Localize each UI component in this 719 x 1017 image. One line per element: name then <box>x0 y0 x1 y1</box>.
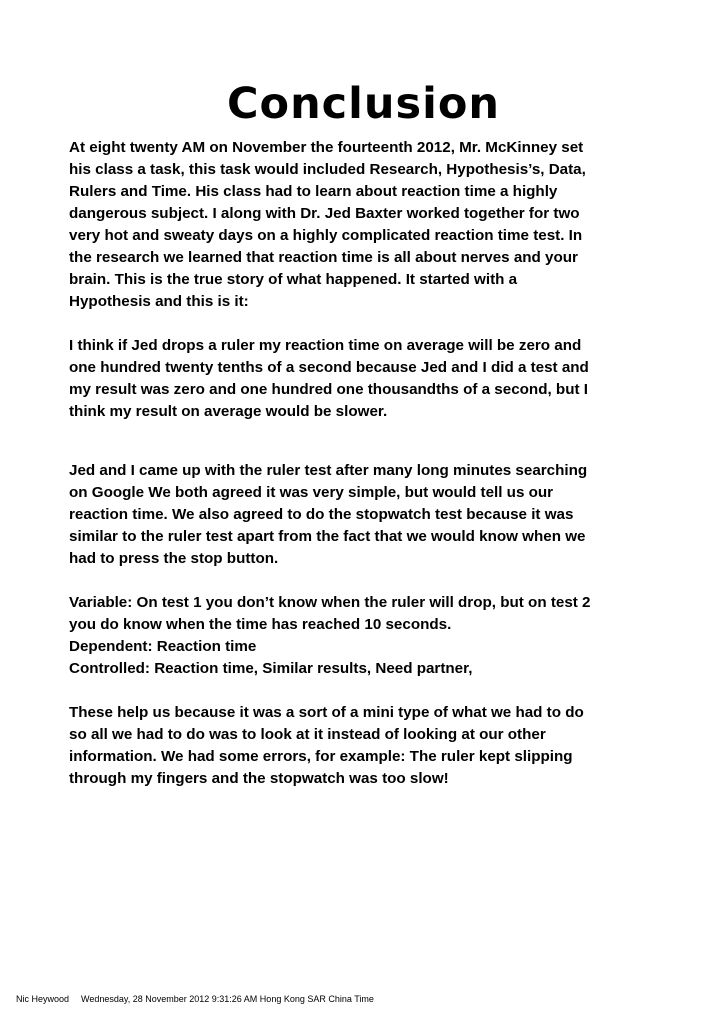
text-line: dangerous subject. I along with Dr. Jed Baxter worked together for two <box>69 205 580 222</box>
text-line: Dependent: Reaction time <box>69 638 257 655</box>
text-line: reaction time. We also agreed to do the stopwatch test because it was <box>69 506 574 523</box>
text-line: These help us because it was a sort of a mini type of what we had to do <box>69 704 584 721</box>
text-line: Hypothesis and this is it: <box>69 293 249 310</box>
footer-author: Nic Heywood <box>16 994 70 1004</box>
text-line: on Google We both agreed it was very simple, but would tell us our <box>69 484 554 501</box>
paragraph-gap <box>69 313 659 335</box>
page-footer <box>16 993 374 1005</box>
paragraph-gap <box>69 570 659 592</box>
paragraph-method <box>69 460 659 570</box>
text-line: my result was zero and one hundred one thousandths of a second, but I <box>69 381 588 398</box>
paragraph-gap <box>69 423 659 460</box>
text-line: you do know when the time has reached 10 seconds. <box>69 616 452 633</box>
page-title: Conclusion <box>226 79 501 129</box>
text-line: his class a task, this task would included Research, Hypothesis’s, Data, <box>69 161 586 178</box>
text-line: Jed and I came up with the ruler test after many long minutes searching <box>69 462 588 479</box>
text-line: Controlled: Reaction time, Similar results, Need partner, <box>69 660 473 677</box>
text-line: information. We had some errors, for example: The ruler kept slipping <box>69 748 573 765</box>
text-line: through my fingers and the stopwatch was too slow! <box>69 770 449 787</box>
text-line: I think if Jed drops a ruler my reaction time on average will be zero and <box>69 337 582 354</box>
text-line: brain. This is the true story of what happened. It started with a <box>69 271 518 288</box>
text-line: Rulers and Time. His class had to learn about reaction time a highly <box>69 183 558 200</box>
text-line: very hot and sweaty days on a highly complicated reaction time test. In <box>69 227 583 244</box>
text-line: At eight twenty AM on November the fourteenth 2012, Mr. McKinney set <box>69 139 584 156</box>
text-line: similar to the ruler test apart from the fact that we would know when we <box>69 528 586 545</box>
text-line: so all we had to do was to look at it instead of looking at our other <box>69 726 546 743</box>
paragraph-gap <box>69 680 659 702</box>
text-line: the research we learned that reaction time is all about nerves and your <box>69 249 578 266</box>
text-line: think my result on average would be slower. <box>69 403 388 420</box>
text-line: had to press the stop button. <box>69 550 279 567</box>
paragraph-errors <box>69 702 659 790</box>
text-line: one hundred twenty tenths of a second because Jed and I did a test and <box>69 359 589 376</box>
footer-timestamp: Wednesday, 28 November 2012 9:31:26 AM Hong Kong SAR China Time <box>81 994 374 1004</box>
document-body <box>69 137 659 790</box>
text-line: Variable: On test 1 you don’t know when the ruler will drop, but on test 2 <box>69 594 591 611</box>
paragraph-intro <box>69 137 659 313</box>
paragraph-variables <box>69 592 659 680</box>
paragraph-hypothesis <box>69 335 659 423</box>
